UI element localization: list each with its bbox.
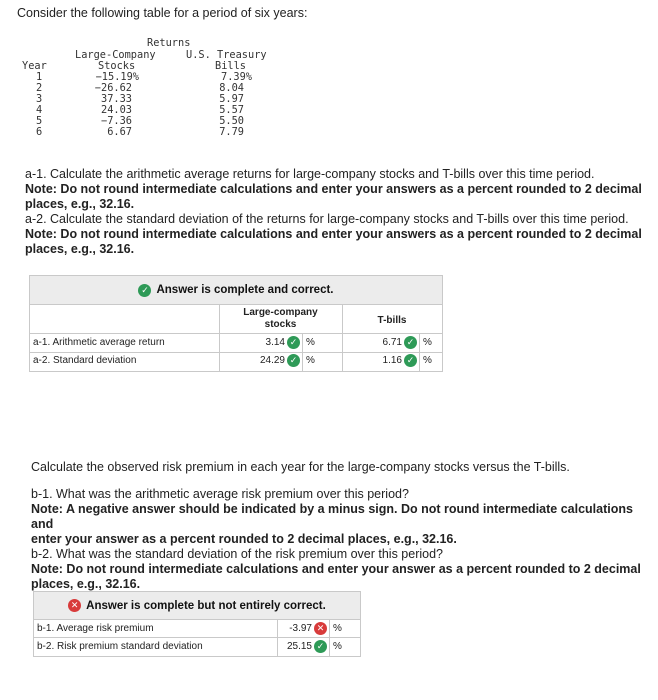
check-circle-icon: ✓ (287, 336, 300, 349)
row-lc-value: 6.67 (107, 126, 132, 138)
answer-a-table (29, 275, 443, 372)
col-header-lc-1: Large-company (243, 307, 318, 318)
row-tb-value: 8.04 (219, 82, 244, 94)
question-b-intro: Calculate the observed risk premium in each year for the large-company stocks versus the T-bills. (31, 460, 570, 474)
question-b1-note-2: enter your answer as a percent rounded to 2 decimal places, e.g., 32.16. (31, 532, 457, 546)
row-label-a1: a-1. Arithmetic average return (33, 337, 165, 348)
question-a (25, 167, 650, 257)
intro-text: Consider the following table for a period of six years: (17, 6, 308, 20)
question-b1-note-1: Note: A negative answer should be indicated by a minus sign. Do not round intermediate calculations and (31, 502, 633, 531)
col-tb-header-1: U.S. Treasury (186, 49, 267, 61)
answer-input-b2[interactable]: 25.15 (286, 641, 312, 652)
percent-sign: % (423, 337, 432, 348)
col-tb-header-2: Bills (215, 60, 246, 72)
check-circle-icon: ✓ (287, 354, 300, 367)
row-label-a2: a-2. Standard deviation (33, 355, 137, 366)
col-header-tbills: T-bills (377, 315, 407, 326)
answer-input-a2-tb[interactable]: 1.16 (382, 355, 402, 366)
row-year: 5 (36, 115, 43, 127)
row-year: 6 (36, 126, 43, 138)
check-circle-icon: ✓ (138, 284, 151, 297)
check-circle-icon: ✓ (314, 640, 327, 653)
question-a2-note-1: Note: Do not round intermediate calculations and enter your answers as a percent rounded to 2 decimal (25, 227, 642, 241)
row-label-b2: b-2. Risk premium standard deviation (37, 641, 203, 652)
percent-sign: % (333, 623, 342, 634)
answer-b-status-bar (34, 592, 360, 620)
check-circle-icon: ✓ (404, 354, 417, 367)
question-b1: b-1. What was the arithmetic average risk premium over this period? (31, 487, 409, 501)
answer-b-table (33, 591, 361, 657)
question-b2: b-2. What was the standard deviation of the risk premium over this period? (31, 547, 444, 561)
row-lc-value: −15.19% (95, 71, 139, 83)
percent-sign: % (306, 337, 315, 348)
row-year: 3 (36, 93, 43, 105)
question-a2-note-2: places, e.g., 32.16. (25, 242, 135, 256)
percent-sign: % (333, 641, 342, 652)
col-lc-header-2: Stocks (98, 60, 136, 72)
answer-b-status: Answer is complete but not entirely correct. (86, 599, 326, 612)
row-year: 2 (36, 82, 43, 94)
col-header-lc (219, 307, 342, 331)
row-label-b1: b-1. Average risk premium (37, 623, 154, 634)
question-b2-note-2: places, e.g., 32.16. (31, 577, 141, 591)
answer-input-a2-lc[interactable]: 24.29 (259, 355, 285, 366)
question-a1: a-1. Calculate the arithmetic average returns for large-company stocks and T-bills over this time period. (25, 167, 595, 181)
answer-input-a1-tb[interactable]: 6.71 (382, 337, 402, 348)
row-lc-value: −7.36 (101, 115, 132, 127)
row-tb-value: 5.97 (219, 93, 244, 105)
row-year: 4 (36, 104, 43, 116)
row-lc-value: 37.33 (101, 93, 132, 105)
row-tb-value: 5.50 (219, 115, 244, 127)
answer-a-status-bar (30, 276, 442, 305)
question-a1-note-1: Note: Do not round intermediate calculations and enter your answers as a percent rounded to 2 decimal (25, 182, 642, 196)
question-a2: a-2. Calculate the standard deviation of the returns for large-company stocks and T-bills over this time period. (25, 212, 629, 226)
row-tb-value: 5.57 (219, 104, 244, 116)
col-year-header: Year (22, 60, 47, 72)
x-circle-icon: ✕ (314, 622, 327, 635)
row-year: 1 (36, 71, 43, 83)
col-header-lc-2: stocks (264, 319, 297, 330)
returns-table (22, 38, 282, 153)
row-lc-value: −26.62 (94, 82, 132, 94)
answer-input-b1[interactable]: -3.97 (289, 623, 312, 634)
check-circle-icon: ✓ (404, 336, 417, 349)
answer-input-a1-lc[interactable]: 3.14 (265, 337, 285, 348)
row-tb-value: 7.79 (219, 126, 244, 138)
answer-a-status: Answer is complete and correct. (156, 284, 334, 296)
question-a1-note-2: places, e.g., 32.16. (25, 197, 135, 211)
row-lc-value: 24.03 (101, 104, 132, 116)
col-lc-header-1: Large-Company (75, 49, 156, 61)
question-b2-note-1: Note: Do not round intermediate calculations and enter your answer as a percent rounded to 2 decimal (31, 562, 641, 576)
row-tb-value: 7.39% (221, 71, 252, 83)
x-circle-icon: ✕ (68, 599, 81, 612)
question-b (31, 460, 646, 592)
percent-sign: % (306, 355, 315, 366)
percent-sign: % (423, 355, 432, 366)
returns-group-header: Returns (147, 37, 191, 49)
